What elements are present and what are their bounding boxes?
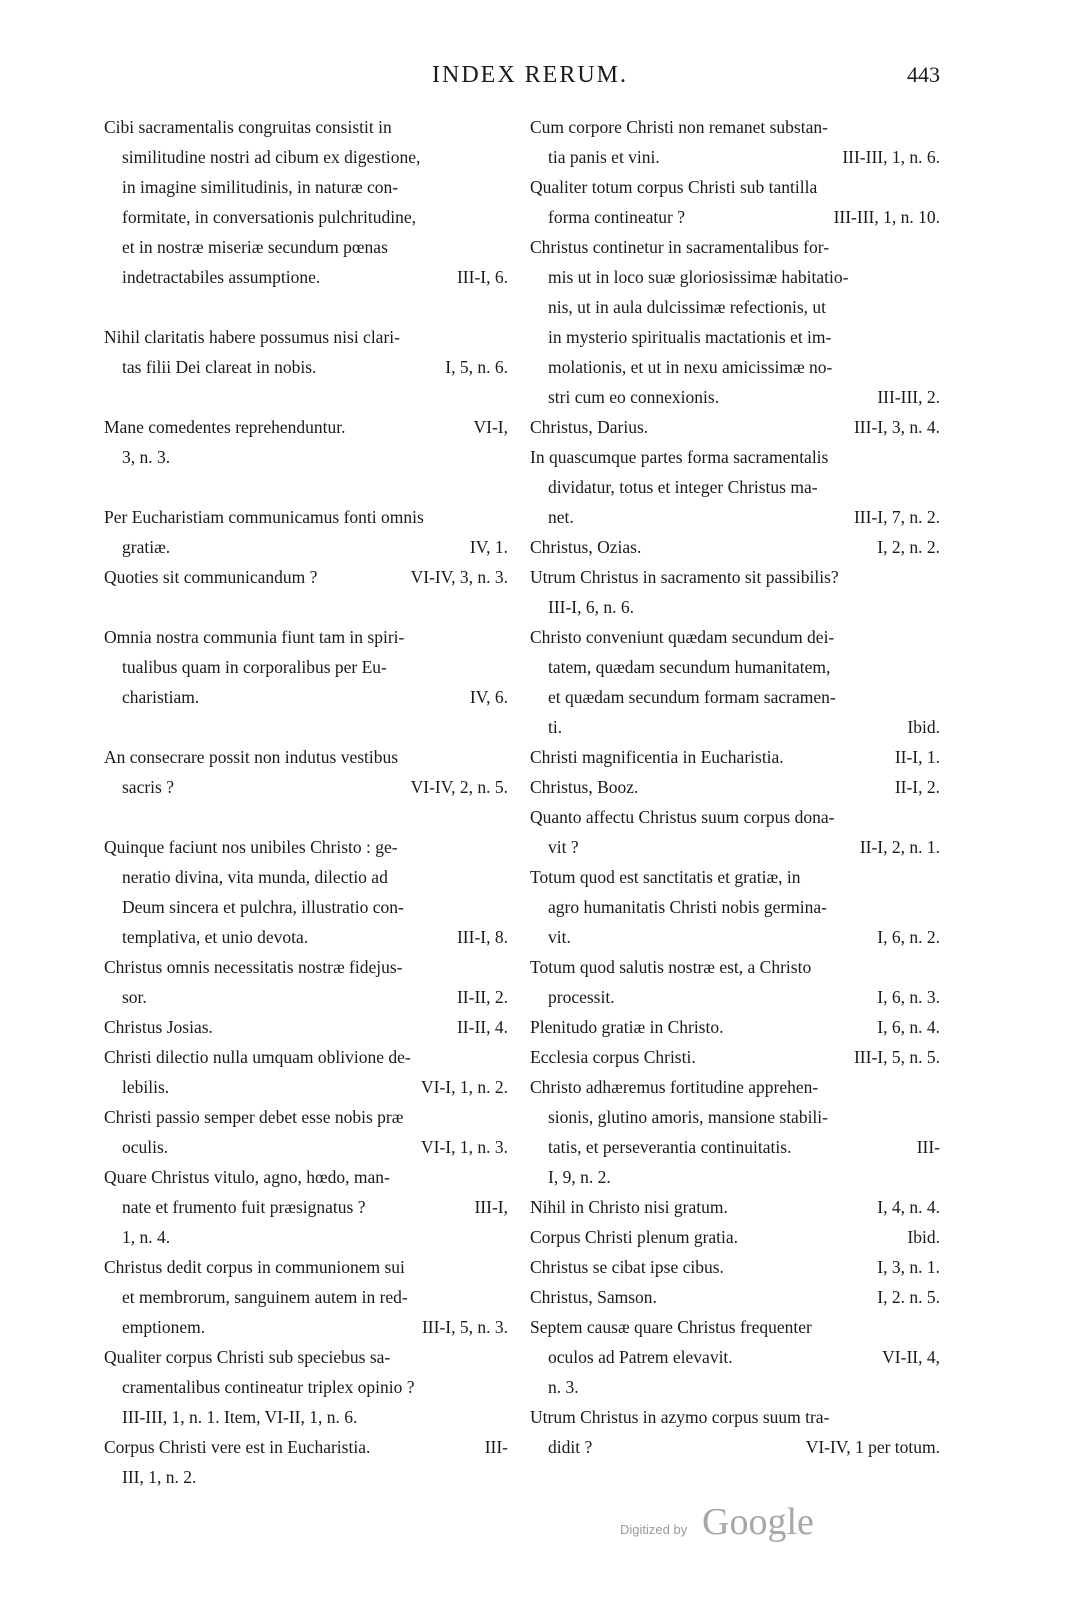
index-line-text: Qualiter corpus Christi sub speciebus sa- bbox=[104, 1347, 391, 1367]
index-line bbox=[104, 532, 508, 562]
index-reference: I, 6, n. 3. bbox=[877, 987, 940, 1007]
index-line-text: similitudine nostri ad cibum ex digestione, bbox=[122, 147, 421, 167]
index-line bbox=[104, 1282, 508, 1312]
index-reference: II-I, 1. bbox=[894, 747, 940, 767]
index-line bbox=[104, 1342, 508, 1372]
index-line bbox=[530, 982, 940, 1012]
index-line-text: oculos ad Patrem elevavit. bbox=[548, 1347, 733, 1367]
index-line-text: Totum quod est sanctitatis et gratiæ, in bbox=[530, 867, 801, 887]
index-line bbox=[104, 652, 508, 682]
index-line bbox=[530, 1012, 940, 1042]
entry-spacer bbox=[104, 802, 508, 832]
index-line-text: tas filii Dei clareat in nobis. bbox=[122, 357, 317, 377]
index-reference: III- bbox=[916, 1137, 940, 1157]
index-line-text: tia panis et vini. bbox=[548, 147, 660, 167]
index-line bbox=[530, 562, 940, 592]
index-line bbox=[104, 442, 508, 472]
index-line bbox=[104, 1252, 508, 1282]
digitized-by-text: Digitized by bbox=[620, 1522, 688, 1537]
index-line bbox=[530, 652, 940, 682]
index-reference: III-III, 1, n. 10. bbox=[833, 207, 940, 227]
index-line-text: Christi passio semper debet esse nobis præ bbox=[104, 1107, 404, 1127]
index-line bbox=[104, 682, 508, 712]
index-line-text: Deum sincera et pulchra, illustratio con- bbox=[122, 897, 404, 917]
index-line-text: formitate, in conversationis pulchritudine, bbox=[122, 207, 417, 227]
index-line bbox=[530, 262, 940, 292]
index-reference: III-I, 3, n. 4. bbox=[853, 417, 940, 437]
index-line bbox=[530, 322, 940, 352]
index-line bbox=[530, 1312, 940, 1342]
index-reference: VI-I, 1, n. 2. bbox=[421, 1077, 508, 1097]
index-line-text: III, 1, n. 2. bbox=[122, 1467, 197, 1487]
index-line bbox=[530, 832, 940, 862]
index-reference: IV, 6. bbox=[469, 687, 508, 707]
index-line bbox=[530, 1072, 940, 1102]
index-line-text: charistiam. bbox=[122, 687, 200, 707]
index-reference: VI-II, 4, bbox=[882, 1347, 940, 1367]
index-line-text: 3, n. 3. bbox=[122, 447, 171, 467]
index-line-text: dividatur, totus et integer Christus ma- bbox=[548, 477, 818, 497]
index-line-text: Mane comedentes reprehenduntur. bbox=[104, 417, 346, 437]
index-reference: I, 6, n. 2. bbox=[877, 927, 940, 947]
index-line bbox=[104, 562, 508, 592]
index-line-text: Cibi sacramentalis congruitas consistit in bbox=[104, 117, 392, 137]
index-line bbox=[530, 1252, 940, 1282]
index-line-text: Christus, Samson. bbox=[530, 1287, 657, 1307]
entry-spacer bbox=[104, 592, 508, 622]
index-line-text: oculis. bbox=[122, 1137, 169, 1157]
index-line-text: Christus dedit corpus in communionem sui bbox=[104, 1257, 405, 1277]
index-line bbox=[104, 772, 508, 802]
index-line bbox=[530, 502, 940, 532]
index-line bbox=[530, 682, 940, 712]
index-line bbox=[104, 1222, 508, 1252]
index-line-text: nate et frumento fuit præsignatus ? bbox=[122, 1197, 366, 1217]
index-line bbox=[530, 1222, 940, 1252]
index-line-text: Nihil claritatis habere possumus nisi clari- bbox=[104, 327, 400, 347]
index-line bbox=[104, 1372, 508, 1402]
index-line bbox=[104, 232, 508, 262]
index-line bbox=[530, 862, 940, 892]
index-reference: III-I, 7, n. 2. bbox=[853, 507, 940, 527]
index-line-text: An consecrare possit non indutus vestibus bbox=[104, 747, 399, 767]
index-line-text: mis ut in loco suæ gloriosissimæ habitatio- bbox=[548, 267, 849, 287]
index-line bbox=[104, 892, 508, 922]
index-line-text: neratio divina, vita munda, dilectio ad bbox=[122, 867, 388, 887]
index-line bbox=[530, 1132, 940, 1162]
index-reference: VI-IV, 2, n. 5. bbox=[410, 777, 508, 797]
index-line-text: Omnia nostra communia fiunt tam in spiri- bbox=[104, 627, 405, 647]
index-line bbox=[104, 952, 508, 982]
index-line-text: in imagine similitudinis, in naturæ con- bbox=[122, 177, 399, 197]
right-column bbox=[530, 112, 940, 1462]
index-reference: VI-IV, 1 per totum. bbox=[805, 1437, 940, 1457]
index-line bbox=[530, 472, 940, 502]
index-line-text: tatem, quædam secundum humanitatem, bbox=[548, 657, 831, 677]
index-line bbox=[530, 1192, 940, 1222]
index-reference: III-I, bbox=[474, 1197, 508, 1217]
index-line-text: 1, n. 4. bbox=[122, 1227, 171, 1247]
index-line-text: sionis, glutino amoris, mansione stabili- bbox=[548, 1107, 828, 1127]
index-line-text: Quoties sit communicandum ? bbox=[104, 567, 318, 587]
index-reference: VI-I, 1, n. 3. bbox=[421, 1137, 508, 1157]
index-line bbox=[530, 952, 940, 982]
index-line bbox=[530, 292, 940, 322]
index-reference: IV, 1. bbox=[469, 537, 508, 557]
index-line bbox=[104, 742, 508, 772]
index-line bbox=[104, 832, 508, 862]
index-line-text: indetractabiles assumptione. bbox=[122, 267, 321, 287]
entry-spacer bbox=[104, 382, 508, 412]
index-line bbox=[530, 742, 940, 772]
index-reference: Ibid. bbox=[907, 1227, 940, 1247]
index-line-text: Quanto affectu Christus suum corpus dona- bbox=[530, 807, 835, 827]
index-line-text: Christus Josias. bbox=[104, 1017, 213, 1037]
index-line-text: Plenitudo gratiæ in Christo. bbox=[530, 1017, 724, 1037]
index-line-text: Christo conveniunt quædam secundum dei- bbox=[530, 627, 835, 647]
index-line bbox=[104, 112, 508, 142]
running-title: INDEX RERUM. bbox=[432, 62, 628, 88]
index-line-text: In quascumque partes forma sacramentalis bbox=[530, 447, 829, 467]
index-line-text: Christus se cibat ipse cibus. bbox=[530, 1257, 724, 1277]
index-line-text: Christus, Darius. bbox=[530, 417, 649, 437]
index-reference: I, 3, n. 1. bbox=[877, 1257, 940, 1277]
index-line-text: Quare Christus vitulo, agno, hœdo, man- bbox=[104, 1167, 390, 1187]
index-line bbox=[530, 712, 940, 742]
index-line bbox=[530, 922, 940, 952]
index-line bbox=[104, 322, 508, 352]
index-line-text: sacris ? bbox=[122, 777, 174, 797]
index-line-text: lebilis. bbox=[122, 1077, 170, 1097]
index-line-text: in mysterio spiritualis mactationis et im- bbox=[548, 327, 832, 347]
index-line bbox=[530, 1402, 940, 1432]
index-line-text: ti. bbox=[548, 717, 563, 737]
index-reference: III-I, 6. bbox=[456, 267, 508, 287]
index-line-text: Ecclesia corpus Christi. bbox=[530, 1047, 696, 1067]
index-line bbox=[530, 592, 940, 622]
index-reference: I, 2. n. 5. bbox=[877, 1287, 940, 1307]
index-line bbox=[530, 142, 940, 172]
digitized-watermark bbox=[620, 1500, 840, 1560]
index-line bbox=[104, 412, 508, 442]
index-line bbox=[530, 1042, 940, 1072]
index-line bbox=[530, 892, 940, 922]
index-line bbox=[104, 1132, 508, 1162]
index-line-text: et quædam secundum formam sacramen- bbox=[548, 687, 836, 707]
index-line-text: Christi magnificentia in Eucharistia. bbox=[530, 747, 784, 767]
index-line-text: Totum quod salutis nostræ est, a Christo bbox=[530, 957, 812, 977]
index-line bbox=[104, 862, 508, 892]
index-line bbox=[530, 1342, 940, 1372]
index-line-text: sor. bbox=[122, 987, 147, 1007]
index-line-text: Quinque faciunt nos unibiles Christo : ge- bbox=[104, 837, 398, 857]
google-logo: Google bbox=[702, 1501, 814, 1543]
index-line-text: emptionem. bbox=[122, 1317, 206, 1337]
index-line bbox=[530, 1282, 940, 1312]
index-line bbox=[530, 232, 940, 262]
entry-spacer bbox=[104, 472, 508, 502]
left-column bbox=[104, 112, 508, 1492]
index-line-text: vit ? bbox=[548, 837, 579, 857]
index-line bbox=[104, 1162, 508, 1192]
entry-spacer bbox=[104, 712, 508, 742]
index-line bbox=[104, 172, 508, 202]
index-reference: I, 4, n. 4. bbox=[877, 1197, 940, 1217]
index-line-text: Corpus Christi plenum gratia. bbox=[530, 1227, 739, 1247]
index-line bbox=[104, 1102, 508, 1132]
page-header bbox=[100, 62, 960, 102]
index-reference: III-I, 5, n. 3. bbox=[421, 1317, 508, 1337]
index-line-text: Utrum Christus in azymo corpus suum tra- bbox=[530, 1407, 830, 1427]
index-line-text: Septem causæ quare Christus frequenter bbox=[530, 1317, 812, 1337]
index-line-text: didit ? bbox=[548, 1437, 593, 1457]
index-line-text: Christus continetur in sacramentalibus for- bbox=[530, 237, 830, 257]
index-line-text: Cum corpore Christi non remanet substan- bbox=[530, 117, 828, 137]
index-line-text: III-III, 1, n. 1. Item, VI-II, 1, n. 6. bbox=[122, 1407, 358, 1427]
index-line-text: tualibus quam in corporalibus per Eu- bbox=[122, 657, 387, 677]
index-reference: II-I, 2. bbox=[894, 777, 940, 797]
index-line bbox=[104, 202, 508, 232]
index-line bbox=[104, 1012, 508, 1042]
index-line-text: et in nostræ miseriæ secundum pœnas bbox=[122, 237, 388, 257]
index-reference: VI-I, bbox=[473, 417, 508, 437]
index-line-text: I, 9, n. 2. bbox=[548, 1167, 611, 1187]
index-line bbox=[104, 502, 508, 532]
index-line-text: stri cum eo connexionis. bbox=[548, 387, 720, 407]
index-line-text: gratiæ. bbox=[122, 537, 171, 557]
index-reference: III-III, 2. bbox=[877, 387, 940, 407]
index-reference: I, 6, n. 4. bbox=[877, 1017, 940, 1037]
index-line bbox=[530, 202, 940, 232]
index-reference: III- bbox=[484, 1437, 508, 1457]
index-line bbox=[104, 1312, 508, 1342]
index-line-text: III-I, 6, n. 6. bbox=[548, 597, 635, 617]
index-line bbox=[530, 1162, 940, 1192]
index-line-text: nis, ut in aula dulcissimæ refectionis, ut bbox=[548, 297, 827, 317]
index-line bbox=[104, 1402, 508, 1432]
index-line bbox=[104, 352, 508, 382]
index-reference: II-II, 2. bbox=[456, 987, 508, 1007]
index-line bbox=[530, 412, 940, 442]
index-line bbox=[104, 1462, 508, 1492]
index-line bbox=[104, 982, 508, 1012]
index-reference: III-I, 8. bbox=[456, 927, 508, 947]
index-line-text: vit. bbox=[548, 927, 571, 947]
index-line-text: Christus omnis necessitatis nostræ fidejus- bbox=[104, 957, 403, 977]
index-line bbox=[530, 622, 940, 652]
index-line-text: et membrorum, sanguinem autem in red- bbox=[122, 1287, 408, 1307]
index-line bbox=[104, 622, 508, 652]
index-line bbox=[530, 532, 940, 562]
index-reference: II-I, 2, n. 1. bbox=[859, 837, 940, 857]
index-line-text: Qualiter totum corpus Christi sub tantilla bbox=[530, 177, 818, 197]
index-line-text: tatis, et perseverantia continuitatis. bbox=[548, 1137, 792, 1157]
index-line-text: processit. bbox=[548, 987, 615, 1007]
index-line-text: templativa, et unio devota. bbox=[122, 927, 309, 947]
index-line-text: molationis, et ut in nexu amicissimæ no- bbox=[548, 357, 833, 377]
page-number: 443 bbox=[907, 62, 940, 87]
index-line-text: n. 3. bbox=[548, 1377, 579, 1397]
index-line bbox=[104, 1072, 508, 1102]
index-line-text: Nihil in Christo nisi gratum. bbox=[530, 1197, 728, 1217]
index-line-text: Christi dilectio nulla umquam oblivione de- bbox=[104, 1047, 411, 1067]
index-line-text: net. bbox=[548, 507, 574, 527]
index-reference: VI-IV, 3, n. 3. bbox=[410, 567, 508, 587]
index-line bbox=[104, 922, 508, 952]
index-line-text: Christo adhæremus fortitudine apprehen- bbox=[530, 1077, 819, 1097]
index-line bbox=[530, 802, 940, 832]
index-line bbox=[530, 442, 940, 472]
index-line bbox=[104, 1042, 508, 1072]
index-line-text: forma contineatur ? bbox=[548, 207, 686, 227]
index-line-text: agro humanitatis Christi nobis germina- bbox=[548, 897, 827, 917]
index-reference: Ibid. bbox=[907, 717, 940, 737]
index-line bbox=[530, 112, 940, 142]
index-line bbox=[104, 262, 508, 292]
index-line bbox=[530, 1102, 940, 1132]
index-line bbox=[530, 772, 940, 802]
index-line bbox=[104, 1432, 508, 1462]
index-line bbox=[530, 172, 940, 202]
index-line bbox=[104, 1192, 508, 1222]
index-line-text: Christus, Booz. bbox=[530, 777, 639, 797]
index-line-text: Christus, Ozias. bbox=[530, 537, 642, 557]
index-reference: III-III, 1, n. 6. bbox=[842, 147, 940, 167]
index-reference: I, 5, n. 6. bbox=[445, 357, 508, 377]
index-reference: III-I, 5, n. 5. bbox=[853, 1047, 940, 1067]
index-line bbox=[530, 352, 940, 382]
index-line bbox=[530, 1432, 940, 1462]
index-line bbox=[530, 1372, 940, 1402]
index-line-text: Utrum Christus in sacramento sit passibilis? bbox=[530, 567, 839, 587]
entry-spacer bbox=[104, 292, 508, 322]
index-reference: I, 2, n. 2. bbox=[877, 537, 940, 557]
index-line-text: cramentalibus contineatur triplex opinio ? bbox=[122, 1377, 415, 1397]
index-line-text: Per Eucharistiam communicamus fonti omnis bbox=[104, 507, 424, 527]
index-line-text: Corpus Christi vere est in Eucharistia. bbox=[104, 1437, 371, 1457]
index-reference: II-II, 4. bbox=[456, 1017, 508, 1037]
index-line bbox=[530, 382, 940, 412]
index-line bbox=[104, 142, 508, 172]
